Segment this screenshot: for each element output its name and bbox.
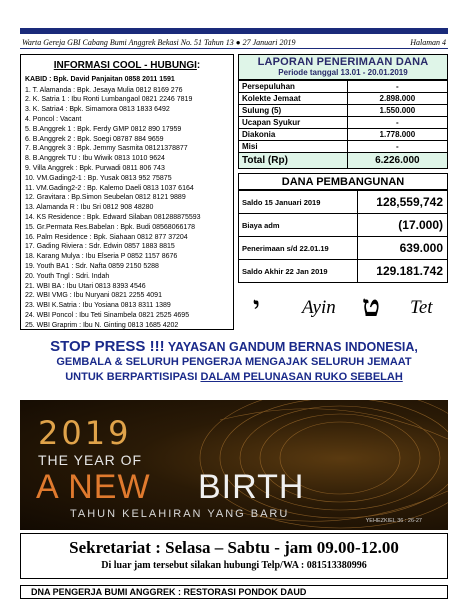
contact-row: 8. B.Anggrek TU : Ibu Wiwik 0813 1010 9624 (25, 155, 165, 163)
contact-title-suffix: : (196, 60, 201, 71)
report-row-value: - (347, 141, 447, 153)
report-row-label: Misi (239, 141, 348, 153)
report-row-value: 2.898.000 (347, 93, 447, 105)
stop-press-lead: STOP PRESS !!! (50, 338, 165, 355)
contact-row: 6. B.Anggrek 2 : Bpk. Soegi 08787 884 9659 (25, 135, 164, 143)
page-footer: DNA PENGERJA BUMI ANGGREK : RESTORASI PONDOK DAUD (20, 585, 448, 599)
contact-row: 18. Karang Mulya : Ibu Elseria P 0852 1157 8676 (25, 253, 178, 261)
finance-report (238, 54, 448, 283)
stop-press-line3-underlined: DALAM PELUNASAN RUKO SEBELAH (200, 371, 403, 383)
contact-row: 19. Youth BA1 : Sdr. Nafta 0859 2150 5288 (25, 262, 159, 270)
contact-row: 24. WBI Poncol : Ibu Teti Sinambela 0821 2525 4695 (25, 311, 190, 319)
stop-press-line2: GEMBALA & SELURUH PENGERJA MENGAJAK SELURUH JEMAAT (56, 356, 412, 368)
banner-subtitle: TAHUN KELAHIRAN YANG BARU (70, 508, 290, 520)
pembangunan-row (239, 237, 448, 260)
pembangunan-title: DANA PEMBANGUNAN (238, 173, 448, 190)
contact-row: 1. T. Alamanda : Bpk. Jesaya Mulia 0812 8169 276 (25, 86, 183, 94)
stop-press (20, 339, 448, 385)
pembangunan-row (239, 191, 448, 214)
report-row-label: Diakonia (239, 129, 348, 141)
pembangunan-row-label: Penerimaan s/d 22.01.19 (239, 237, 358, 260)
contact-row: 4. Poncol : Vacant (25, 115, 82, 123)
banner-birth: BIRTH (198, 468, 305, 506)
report-total-row (239, 153, 448, 169)
report-row-label: Kolekte Jemaat (239, 93, 348, 105)
report-row-value: 1.778.000 (347, 129, 447, 141)
report-row-label: Ucapan Syukur (239, 117, 348, 129)
pembangunan-row (239, 260, 448, 283)
contact-row: 22. WBI VMG : Ibu Nuryani 0821 2255 4091 (25, 292, 162, 300)
contact-row: 25. WBI Graprim : Ibu N. Ginting 0813 1685 4202 (25, 321, 179, 329)
report-total-label: Total (Rp) (239, 153, 348, 169)
contact-box (20, 54, 234, 330)
top-bar (20, 28, 448, 34)
pembangunan-table (238, 190, 448, 283)
secretariat-contact: Di luar jam tersebut silakan hubungi Telp/WA : 081513380996 (101, 560, 367, 571)
stop-press-line3 (20, 370, 448, 385)
pembangunan-row-label: Saldo Akhir 22 Jan 2019 (239, 260, 358, 283)
banner-year: 2019 (38, 414, 132, 452)
report-row-label: Persepuluhan (239, 81, 348, 93)
contact-list (25, 86, 229, 331)
contact-row: 20. Youth Tngl : Sdri. Indah (25, 272, 110, 280)
header-publication: Warta Gereja GBI Cabang Bumi Anggrek Bekasi No. 51 Tahun 13 ● 27 Januari 2019 (22, 38, 296, 47)
contact-row: 15. Gr.Permata Res.Babelan : Bpk. Budi 08568066178 (25, 223, 196, 231)
report-row (239, 117, 448, 129)
tet-letter-icon: ט (362, 289, 381, 324)
banner-verse: YEHEZKIEL 36 : 26-27 (365, 518, 422, 524)
contact-row: 5. B.Anggrek 1 : Bpk. Ferdy GMP 0812 890 17959 (25, 125, 182, 133)
page-header (20, 36, 448, 49)
contact-row: 21. WBI BA : Ibu Utari 0813 8393 4546 (25, 282, 146, 290)
contact-row: 10. VM.Gading2-1 : Bp. Yusak 0813 952 75875 (25, 174, 172, 182)
report-title: LAPORAN PENERIMAAN DANA (257, 56, 429, 68)
banner-a-new: A NEW (36, 468, 151, 506)
report-row (239, 141, 448, 153)
contact-row: 2. K. Satria 1 : Ibu Ronti Lumbangaol 0821 2246 7819 (25, 96, 193, 104)
report-row-value: - (347, 117, 447, 129)
contact-row: 12. Gravitara : Bp.Simon Seubelan 0812 8121 9889 (25, 194, 186, 202)
report-header (238, 54, 448, 80)
pembangunan-row (239, 214, 448, 237)
contact-row: 11. VM.Gading2-2 : Bp. Kalemo Daeli 0813 1037 6164 (25, 184, 194, 192)
report-row (239, 129, 448, 141)
pembangunan-row-value: 128,559,742 (358, 191, 448, 214)
contact-title (25, 61, 229, 71)
report-row (239, 105, 448, 117)
stop-press-line3-text: UNTUK BERPARTISIPASI (65, 371, 201, 383)
secretariat-box (20, 533, 448, 579)
ayin-label: Ayin (302, 297, 336, 318)
secretariat-hours: Sekretariat : Selasa – Sabtu - jam 09.00-12.00 (69, 538, 399, 557)
banner-the-year-of: THE YEAR OF (38, 452, 143, 468)
header-page-number: Halaman 4 (410, 38, 446, 47)
report-table (238, 80, 448, 169)
contact-row: 7. B.Anggrek 3 : Bpk. Jemmy Sasmita 08121378877 (25, 145, 188, 153)
contact-row: 23. WBI K.Satria : Ibu Yosiana 0813 8311 1389 (25, 302, 171, 310)
report-row-value: - (347, 81, 447, 93)
stop-press-line1 (20, 339, 448, 355)
pembangunan-row-value: (17.000) (358, 214, 448, 237)
pembangunan-row-label: Saldo 15 Januari 2019 (239, 191, 358, 214)
report-total-value: 6.226.000 (347, 153, 447, 169)
pembangunan-row-value: 639.000 (358, 237, 448, 260)
report-row-value: 1.550.000 (347, 105, 447, 117)
report-period: Periode tanggal 13.01 - 20.01.2019 (278, 68, 408, 77)
contact-kabid: KABID : Bpk. David Panjaitan 0858 2011 1591 (25, 75, 175, 83)
contact-title-text: INFORMASI COOL - HUBUNGI (53, 60, 197, 71)
report-row (239, 81, 448, 93)
contact-row: 14. KS Residence : Bpk. Edward Silaban 081288875593 (25, 213, 201, 221)
contact-row: 17. Gading Riviera : Sdr. Edwin 0857 1883 8815 (25, 243, 175, 251)
new-year-banner (20, 400, 448, 530)
stop-press-line1-text: YAYASAN GANDUM BERNAS INDONESIA, (164, 340, 418, 354)
contact-row: 3. K. Satria4 : Bpk. Simamora 0813 1833 6492 (25, 106, 170, 114)
yod-letter-icon: י (253, 292, 260, 322)
contact-row: 13. Alamanda R : Ibu Sri 0812 908 48280 (25, 204, 154, 212)
hebrew-letters (238, 289, 448, 331)
pembangunan-row-value: 129.181.742 (358, 260, 448, 283)
pembangunan-row-label: Biaya adm (239, 214, 358, 237)
report-row (239, 93, 448, 105)
contact-row: 9. Villa Anggrek : Bpk. Purwadi 0811 806 743 (25, 164, 165, 172)
report-row-label: Sulung (5) (239, 105, 348, 117)
contact-row: 16. Palm Residence : Bpk. Siahaan 0812 877 37204 (25, 233, 188, 241)
tet-label: Tet (410, 297, 433, 318)
